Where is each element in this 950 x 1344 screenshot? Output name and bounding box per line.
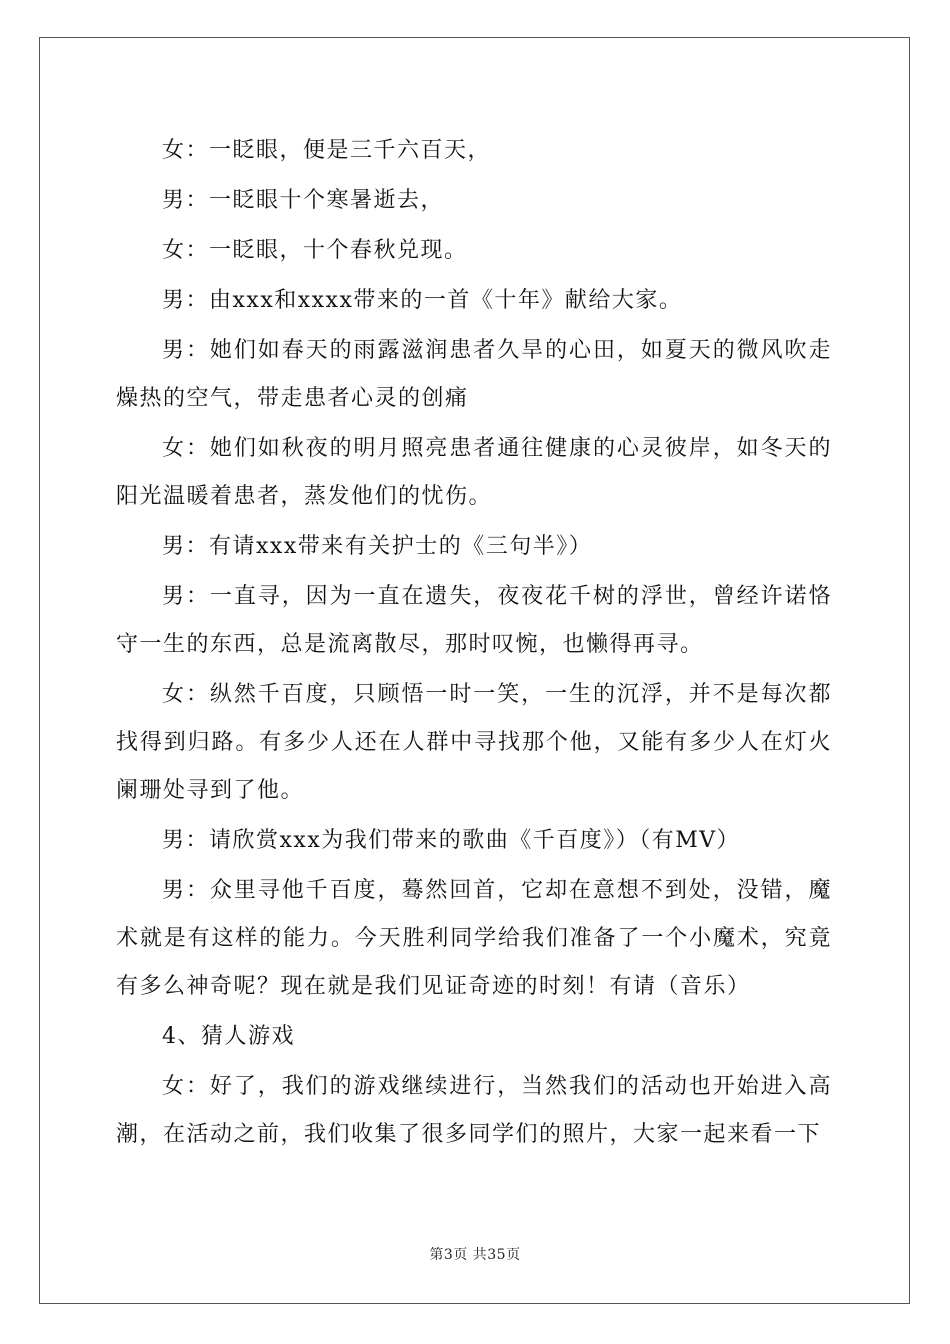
paragraph: 男：请欣赏xxx为我们带来的歌曲《千百度》）（有MV） (162, 828, 741, 853)
section-heading: 4、猜人游戏 (162, 1024, 295, 1049)
paragraph: 男：众里寻他千百度，蓦然回首，它却在意想不到处，没错，魔术就是有这样的能力。今天胜利同学给我们准备了一个小魔术，究竟有多么神奇呢？现在就是我们见证奇迹的时刻！有请（音乐） (116, 878, 832, 999)
document-body (116, 127, 832, 1161)
paragraph: 男：有请xxx带来有关护士的《三句半》） (162, 534, 593, 559)
paragraph: 男：一眨眼十个寒暑逝去， (162, 188, 445, 213)
paragraph: 女：她们如秋夜的明月照亮患者通往健康的心灵彼岸，如冬天的阳光温暖着患者，蒸发他们的忧伤。 (116, 436, 832, 509)
paragraph: 女：一眨眼，便是三千六百天， (162, 138, 492, 163)
paragraph: 男：一直寻，因为一直在遗失，夜夜花千树的浮世，曾经许诺恪守一生的东西，总是流离散尽，那时叹惋，也懒得再寻。 (116, 584, 832, 657)
paragraph: 女：一眨眼，十个春秋兑现。 (162, 238, 468, 263)
paragraph: 男：由xxx和xxxx带来的一首《十年》献给大家。 (162, 288, 683, 313)
page-number-footer: 第3页 共35页 (429, 1247, 521, 1263)
paragraph: 女：纵然千百度，只顾悟一时一笑，一生的沉浮，并不是每次都找得到归路。有多少人还在人群中寻找那个他，又能有多少人在灯火阑珊处寻到了他。 (116, 682, 832, 803)
paragraph: 女：好了，我们的游戏继续进行，当然我们的活动也开始进入高潮，在活动之前，我们收集了很多同学们的照片，大家一起来看一下 (116, 1074, 832, 1147)
paragraph: 男：她们如春天的雨露滋润患者久旱的心田，如夏天的微风吹走燥热的空气，带走患者心灵的创痛 (116, 338, 832, 411)
